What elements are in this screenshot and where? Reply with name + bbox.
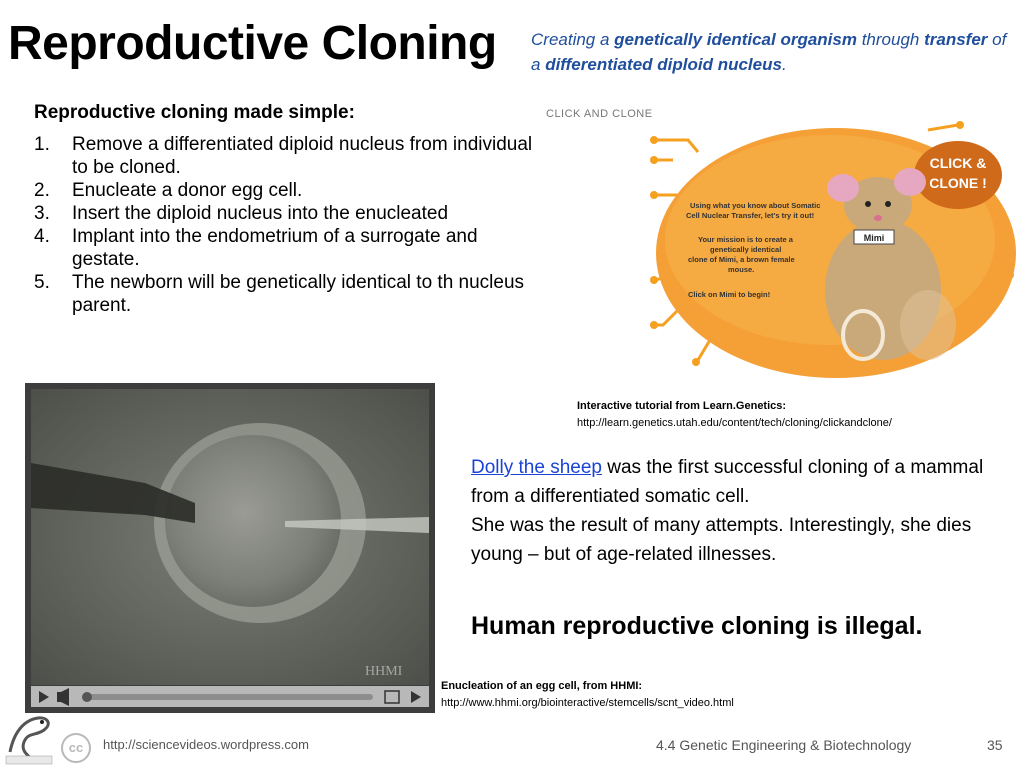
click-clone-badge — [914, 141, 1002, 209]
graphic-header: CLICK AND CLONE — [546, 108, 653, 120]
dolly-paragraph: Dolly the sheep was the first successful cloning of a mammal from a differentiated somatic cell. She was the result of many attempts. Interestingly, she dies young – but of age-related illnesses. — [471, 457, 984, 565]
svg-text:CLICK &: CLICK & — [929, 155, 987, 171]
step-item: 1. Remove a differentiated diploid nucleus from individual to be cloned. — [34, 134, 533, 178]
tutorial-url[interactable]: http://learn.genetics.utah.edu/content/tech/cloning/clickandclone/ — [577, 417, 892, 429]
video-progress-track[interactable] — [83, 694, 373, 700]
step-item: 3. Insert the diploid nucleus into the enucleated — [34, 203, 449, 224]
enucleation-video[interactable] — [25, 383, 435, 713]
mimi-name-tag: Mimi — [863, 233, 885, 243]
hhmi-url[interactable]: http://www.hhmi.org/biointeractive/stemcells/scnt_video.html — [441, 697, 734, 709]
hhmi-caption: Enucleation of an egg cell, from HHMI: http://www.hhmi.org/biointeractive/stemcells/scnt_video.html — [441, 680, 734, 709]
svg-text:CLONE !: CLONE ! — [929, 175, 987, 191]
illegal-statement: Human reproductive cloning is illegal. — [471, 612, 923, 640]
video-progress-handle[interactable] — [82, 692, 92, 702]
step-item: 5. The newborn will be genetically identical to th nucleus parent. — [34, 272, 525, 316]
slide-title: Reproductive Cloning — [8, 17, 497, 70]
steps-heading: Reproductive cloning made simple: — [34, 102, 355, 123]
graphic-intro: Using what you know about Somatic Cell Nuclear Transfer, let's try it out! — [686, 201, 821, 220]
volume-icon[interactable] — [57, 692, 61, 702]
footer-course: 4.4 Genetic Engineering & Biotechnology — [656, 737, 912, 753]
dolly-link[interactable]: Dolly the sheep — [471, 457, 602, 478]
creative-commons-icon: cc — [61, 733, 91, 763]
step-item: 4. Implant into the endometrium of a surrogate and gestate. — [34, 226, 478, 270]
tutorial-caption: Interactive tutorial from Learn.Genetics: http://learn.genetics.utah.edu/content/tech/cloning/clickandclone/ — [577, 400, 892, 429]
graphic-cta[interactable]: Click on Mimi to begin! — [688, 290, 771, 299]
page-number: 35 — [987, 737, 1003, 753]
hhmi-watermark: HHMI — [365, 664, 403, 679]
click-and-clone-graphic[interactable] — [538, 100, 1018, 390]
graphic-mission: Your mission is to create a genetically identical clone of Mimi, a brown female mouse. — [688, 235, 795, 274]
slide-subtitle: Creating a genetically identical organism through transfer of a differentiated diploid nucleus. — [531, 30, 1007, 74]
footer-url[interactable]: http://sciencevideos.wordpress.com — [103, 737, 309, 752]
lizard-logo-icon — [4, 712, 56, 766]
steps-list — [34, 133, 546, 317]
step-item: 2. Enucleate a donor egg cell. — [34, 180, 303, 201]
